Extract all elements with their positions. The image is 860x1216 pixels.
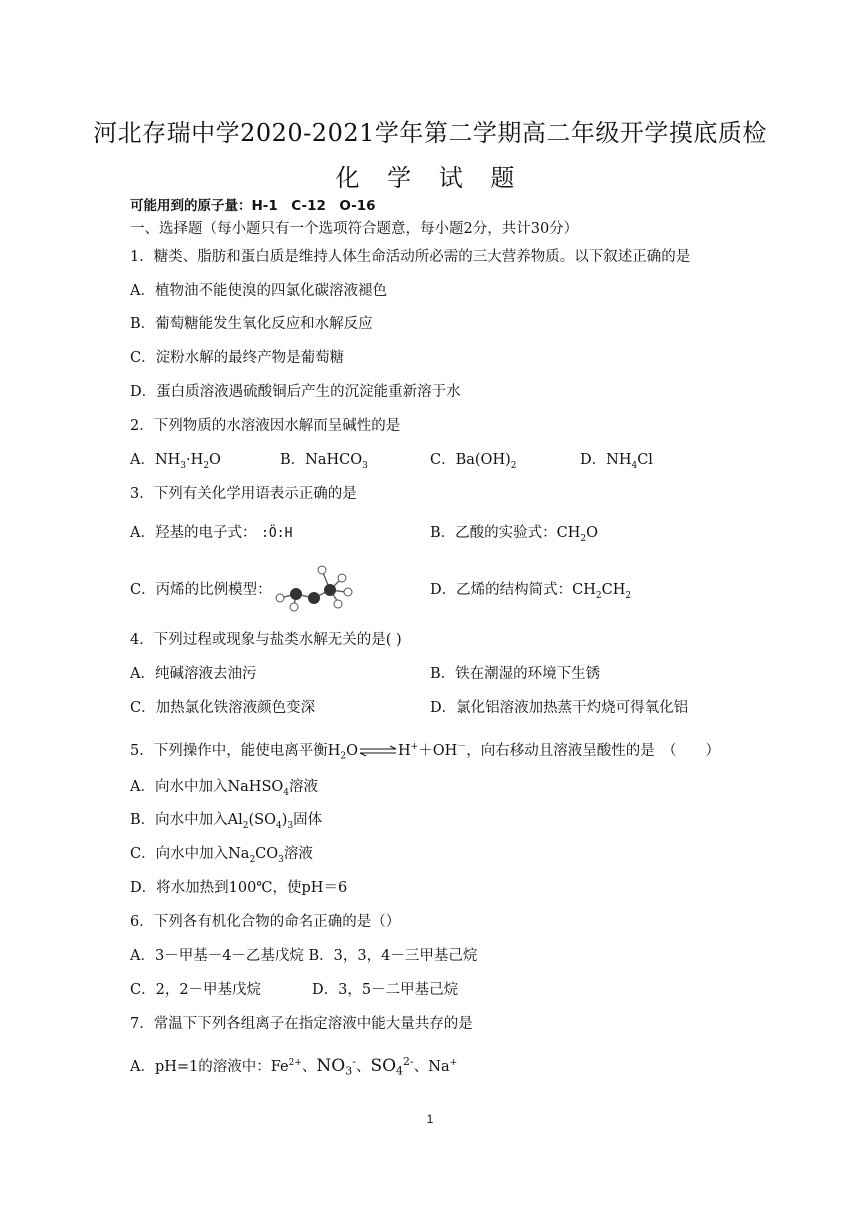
question-5-option-c: C．向水中加入$Na_2CO_3$溶液 <box>130 846 313 865</box>
question-3-option-d: D．乙烯的结构简式：$CH_2CH_2$ <box>430 582 632 601</box>
propene-model-image <box>272 558 362 612</box>
question-6-stem: 6．下列各有机化合物的命名正确的是（） <box>130 914 401 930</box>
question-4-option-b: B．铁在潮湿的环境下生锈 <box>430 666 601 682</box>
question-7-stem: 7．常温下下列各组离子在指定溶液中能大量共存的是 <box>130 1016 473 1032</box>
question-1-option-c: C．淀粉水解的最终产物是葡萄糖 <box>130 350 345 366</box>
question-5-option-b: B．向水中加入$Al_2(SO_4)_3$固体 <box>130 812 323 831</box>
question-1-option-a: A．植物油不能使溴的四氯化碳溶液褪色 <box>130 283 387 299</box>
question-4-stem: 4．下列过程或现象与盐类水解无关的是( ) <box>130 632 402 648</box>
question-6-option-d: D．3，5－二甲基己烷 <box>312 982 459 998</box>
question-2-option-b: B．NaHCO$_3$ <box>280 452 368 471</box>
electron-formula: :Ö:H <box>261 526 293 541</box>
question-5-stem: 5．下列操作中，能使电离平衡$H_2O$ H+＋OH－，向右移动且溶液呈酸性的是 （ ） <box>130 742 721 762</box>
question-2-option-d: D．$NH_4Cl$ <box>580 452 653 471</box>
question-2-stem: 2．下列物质的水溶液因水解而呈碱性的是 <box>130 418 401 434</box>
equilibrium-arrow-icon <box>358 745 398 757</box>
question-6-option-ab: A．3－甲基－4－乙基戊烷 B．3，3，4－三甲基己烷 <box>130 948 478 964</box>
question-3-stem: 3．下列有关化学用语表示正确的是 <box>130 486 357 502</box>
page-number: 1 <box>426 1112 434 1126</box>
question-1-option-b: B．葡萄糖能发生氧化反应和水解反应 <box>130 316 373 332</box>
section-heading: 一、选择题（每小题只有一个选项符合题意，每小题2分，共计30分） <box>130 221 579 237</box>
question-3-option-b: B．乙酸的实验式：$CH_2O$ <box>430 525 599 544</box>
question-2-option-a: A．$NH_3\cdot H_2O$ <box>130 452 221 471</box>
question-5-option-d: D．将水加热到100℃，使pH＝6 <box>130 880 348 896</box>
exam-title: 河北存瑞中学2020-2021学年第二学期高二年级开学摸底质检 <box>93 119 767 147</box>
question-1-stem: 1．糖类、脂肪和蛋白质是维持人体生命活动所必需的三大营养物质。以下叙述正确的是 <box>130 249 691 265</box>
exam-subtitle: 化 学 试 题 <box>335 164 525 192</box>
atomic-masses: 可能用到的原子量：H-1 C-12 O-16 <box>130 198 376 214</box>
question-3-option-c: C．丙烯的比例模型： <box>130 582 272 598</box>
question-2-option-c: C．$Ba(OH)_2$ <box>430 452 517 471</box>
question-4-option-a: A．纯碱溶液去油污 <box>130 666 257 682</box>
question-7-option-a: A．pH=1的溶液中：$Fe^{2+}$、$NO_3^-$、$SO_4^{2-}$、Na+ <box>130 1055 458 1078</box>
question-1-option-d: D．蛋白质溶液遇硫酸铜后产生的沉淀能重新溶于水 <box>130 384 461 400</box>
question-4-option-d: D．氯化铝溶液加热蒸干灼烧可得氧化铝 <box>430 700 689 716</box>
question-4-option-c: C．加热氯化铁溶液颜色变深 <box>130 700 316 716</box>
question-5-option-a: A．向水中加入NaHSO$_4$溶液 <box>130 779 319 798</box>
question-3-option-a: A．羟基的电子式： :Ö:H <box>130 525 293 541</box>
question-6-option-c: C．2，2－甲基戊烷 <box>130 982 262 998</box>
